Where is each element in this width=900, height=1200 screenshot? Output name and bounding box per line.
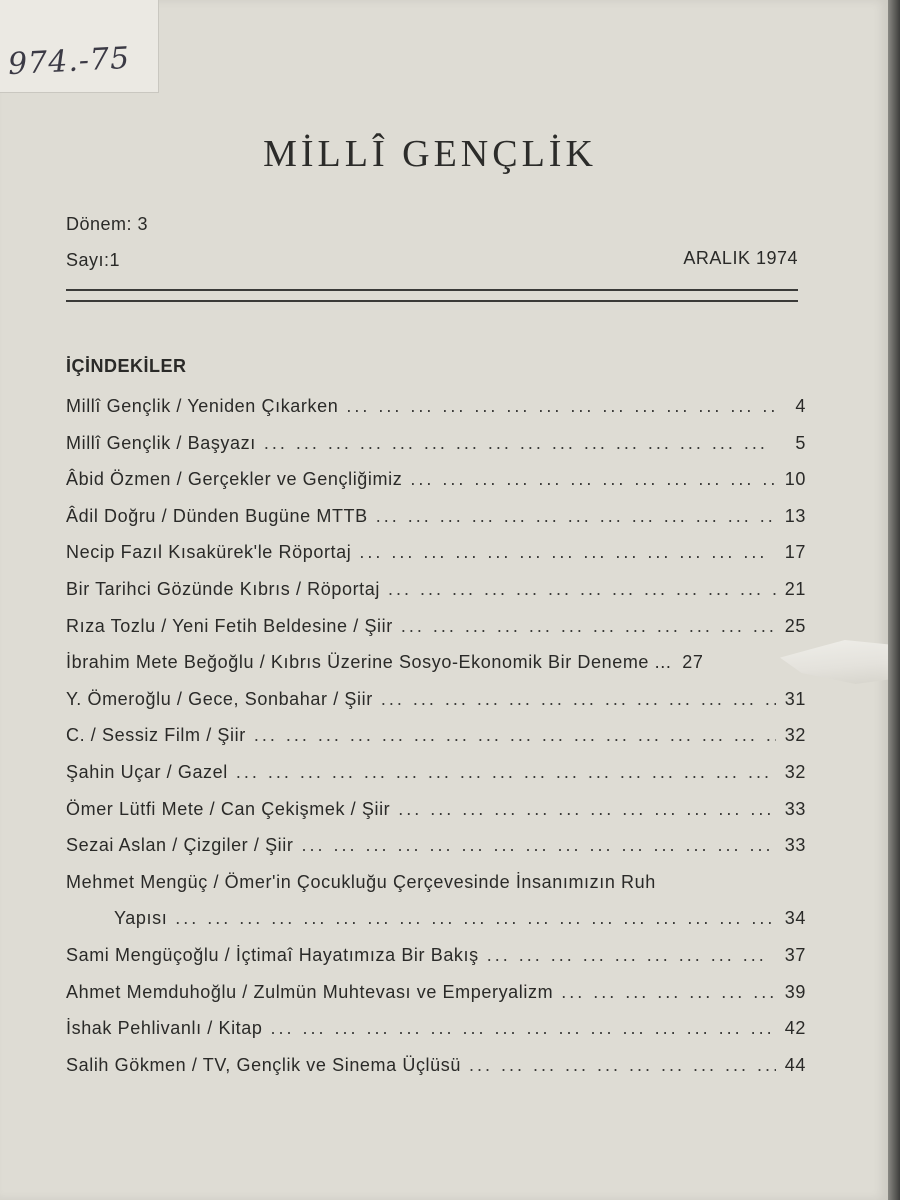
toc-entry-title: Rıza Tozlu / Yeni Fetih Beldesine / Şiir [66,615,393,636]
toc-entry [66,1055,806,1092]
toc-entry-title: Sezai Aslan / Çizgiler / Şiir [66,835,294,856]
toc-entry-continuation [66,908,806,945]
toc-entry [66,725,806,762]
toc-page-number: 33 [784,798,806,819]
toc-entry-title: Bir Tarihci Gözünde Kıbrıs / Röportaj [66,578,380,599]
toc-entry-title: Necip Fazıl Kısakürek'le Röportaj [66,542,352,563]
toc-entry-title: Yapısı [114,908,168,929]
toc-entry-title: Millî Gençlik / Yeniden Çıkarken [66,396,339,416]
toc-entry-title: Salih Gökmen / TV, Gençlik ve Sinema Üçlüsü [66,1054,461,1075]
toc-entry [66,396,806,433]
toc-page-number: 17 [784,542,806,563]
toc-entry [66,689,806,726]
toc-entry-title: İbrahim Mete Beğoğlu / Kıbrıs Üzerine Sosyo-Ekonomik Bir Deneme ... [66,652,672,673]
toc-entry-title: İshak Pehlivanlı / Kitap [66,1018,263,1039]
period-label: Dönem: 3 [66,214,149,234]
toc-entry [66,945,806,982]
toc-entry [66,579,806,616]
toc-page-number: 13 [784,505,806,526]
contents-heading: İÇİNDEKİLER [66,356,187,376]
toc-page-number: 10 [784,469,806,490]
toc-page-number: 21 [784,578,806,599]
toc-entry [66,652,806,689]
toc-entry-title: Mehmet Mengüç / Ömer'in Çocukluğu Çerçevesinde İnsanımızın Ruh [66,871,656,892]
header-rule-top [66,289,798,291]
toc-page-number: 33 [784,835,806,856]
toc-page-number: 37 [784,944,806,965]
toc-entry [66,616,806,653]
book-spine-shadow [888,0,900,1200]
toc-entry [66,506,806,543]
toc-entry-title: Millî Gençlik / Başyazı [66,432,256,453]
toc-entry-title: Âdil Doğru / Dünden Bugüne MTTB [66,505,368,526]
toc-entry [66,1018,806,1055]
library-label [0,0,159,93]
toc-page-number: 4 [795,396,806,416]
table-of-contents [66,396,806,1091]
header-rule-bottom [66,300,798,302]
toc-entry-title: Âbid Özmen / Gerçekler ve Gençliğimiz [66,469,403,490]
toc-entry-title: Y. Ömeroğlu / Gece, Sonbahar / Şiir [66,688,373,709]
toc-entry [66,835,806,872]
toc-entry-title: Şahin Uçar / Gazel [66,761,228,782]
toc-page-number: 32 [784,761,806,782]
toc-page-number: 44 [784,1054,806,1075]
toc-page-number: 34 [784,908,806,929]
toc-entry [66,762,806,799]
call-number: 974.-75 [7,40,131,83]
issue-date: ARALIK 1974 [683,248,798,268]
toc-page-number: 42 [784,1018,806,1039]
toc-entry [66,433,806,470]
toc-entry [66,799,806,836]
toc-entry-title: Sami Mengüçoğlu / İçtimaî Hayatımıza Bir Bakış [66,944,479,965]
toc-page-number: 32 [784,725,806,746]
issue-label: Sayı:1 [66,250,121,270]
toc-entry [66,872,806,909]
toc-entry [66,469,806,506]
page-title: MİLLÎ GENÇLİK [263,133,597,175]
toc-entry [66,542,806,579]
toc-page-number: 27 [682,652,704,673]
toc-entry-title: Ömer Lütfi Mete / Can Çekişmek / Şiir [66,798,391,819]
toc-entry-title: C. / Sessiz Film / Şiir [66,725,246,746]
toc-page-number: 31 [784,688,806,709]
toc-entry [66,982,806,1019]
toc-page-number: 25 [784,615,806,636]
toc-entry-title: Ahmet Memduhoğlu / Zulmün Muhtevası ve Emperyalizm [66,981,554,1002]
toc-page-number: 39 [784,981,806,1002]
toc-page-number: 5 [795,432,806,453]
